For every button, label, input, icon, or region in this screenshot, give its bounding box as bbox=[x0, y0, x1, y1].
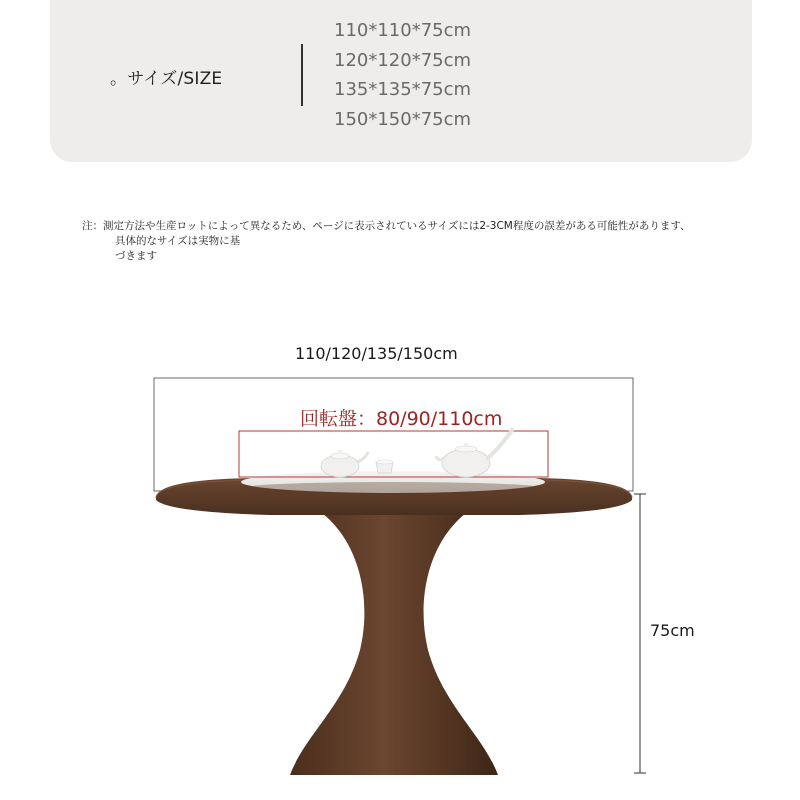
note-line-3: づきます bbox=[115, 250, 157, 262]
note-prefix: 注： bbox=[82, 220, 103, 232]
size-label: 。サイズ/SIZE bbox=[110, 69, 223, 89]
teapot-large bbox=[436, 430, 512, 477]
note-line-2: 具体的なサイズは実物に基 bbox=[115, 235, 241, 247]
height-dimension-label: 75cm bbox=[650, 621, 695, 640]
turntable-dimension-label: 回転盤：80/90/110cm bbox=[300, 408, 503, 430]
turntable-dimension-box bbox=[239, 431, 548, 477]
note-line-1: 測定方法や生産ロットによって異なるため、ページに表示されているサイズには2-3CM程度の誤差がある可能性があります、 bbox=[103, 220, 691, 232]
width-dimension-label: 110/120/135/150cm bbox=[295, 344, 458, 363]
size-option: 110*110*75cm bbox=[334, 20, 472, 41]
table-pedestal bbox=[290, 510, 498, 775]
tea-cup bbox=[376, 460, 393, 473]
size-option: 150*150*75cm bbox=[334, 108, 472, 130]
size-option: 135*135*75cm bbox=[334, 79, 472, 100]
size-option: 120*120*75cm bbox=[334, 49, 472, 71]
turntable-shadow bbox=[243, 482, 543, 494]
